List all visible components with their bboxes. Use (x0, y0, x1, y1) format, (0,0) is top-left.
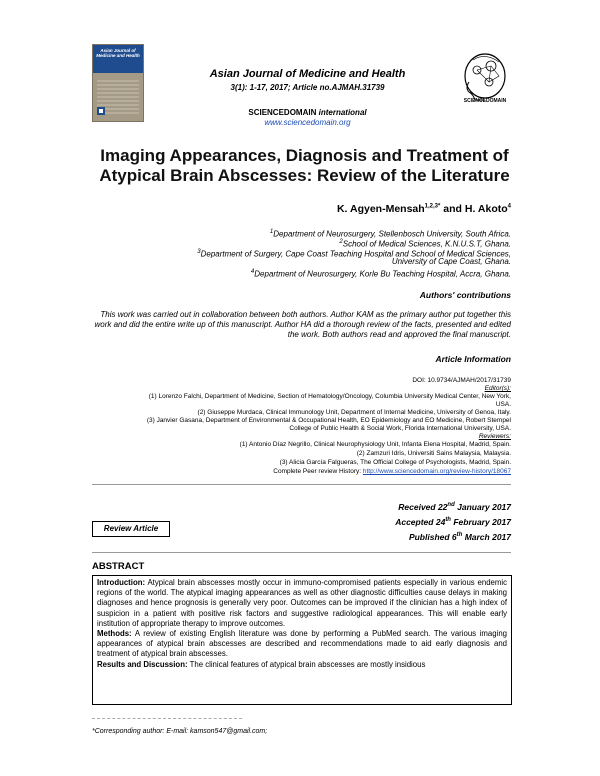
publisher-website-link[interactable]: www.sciencedomain.org (264, 118, 351, 127)
affiliation-4: $^4$Department of Neurosurgery, Korle Bu Teaching Hospital, Accra, Ghana. (250, 269, 511, 279)
editor-3: (3) Janvier Gasana, Department of Environmental & Occupational Health, EO Epidemiology and EO Medicine, Robert Stempel (146, 417, 511, 424)
reviewer-1: (1) Antonio Díaz Negrillo, Clinical Neurophysiology Unit, Infanta Elena Hospital, Madrid, Spain. (239, 441, 511, 448)
cover-journal-name: Asian Journal of Medicine and Health (96, 48, 140, 58)
review-history-link[interactable]: http://www.sciencedomain.org/review-history/18067 (362, 468, 511, 475)
doi: DOI: 10.9734/AJMAH/2017/31739 (412, 377, 511, 384)
contributions-heading: Authors' contributions (419, 290, 511, 300)
accepted-date: Accepted 24th February 2017 (395, 517, 511, 527)
review-history: Complete Peer review History: http://www.sciencedomain.org/review-history/18067 (273, 468, 511, 475)
editor-3-cont: College of Public Health & Social Work, Florida International University, USA. (289, 425, 511, 432)
abstract-intro-label: Introduction: (97, 578, 146, 587)
editor-1: (1) Lorenzo Falchi, Department of Medicine, Section of Hematology/Oncology, Columbia University Medical Center, New York, (148, 393, 511, 400)
author-conjunction: and (443, 203, 462, 215)
abstract-methods-label: Methods: (97, 629, 132, 639)
author-2-affiliations: 4 (507, 203, 511, 210)
sciencedomain-logo-text: SCIENCEDOMAIN (463, 98, 507, 104)
publisher-suffix: international (318, 108, 367, 117)
contributions-text: This work was carried out in collaboration between both authors. Author KAM as the primary author put together this work and did the entire write up of this manuscript. Author HA did a thorough review of the facts, presented and edited the work. Both authors read and approved the final manuscript. (94, 310, 511, 339)
editors-label: Editor(s): (484, 385, 511, 392)
published-date: Published 6th March 2017 (408, 532, 511, 542)
author-1-affiliations: 1,2,3* (424, 203, 441, 210)
corresponding-author-footnote: *Corresponding author: E-mail: kamson547@gmail.com; (92, 728, 268, 735)
affiliation-3: $^3$Department of Surgery, Cape Coast Teaching Hospital and School of Medical Sciences, (197, 249, 511, 259)
affiliation-1: $^1$Department of Neurosurgery, Stellenbosch University, South Africa. (269, 229, 511, 239)
author-line (300, 203, 511, 215)
editor-1-cont: USA. (495, 401, 511, 408)
journal-cover-image (92, 44, 144, 122)
author-1: K. Agyen-Mensah (336, 203, 425, 215)
affiliation-3-cont: University of Cape Coast, Ghana. (391, 257, 511, 266)
divider-top (92, 484, 511, 485)
affiliation-2: $^2$School of Medical Sciences, K.N.U.S.T, Ghana. (339, 239, 511, 249)
abstract-intro-text: Atypical brain abscesses mostly occur in immuno-compromised patients especially in various endemic regions of the world. The atypical imaging appearances as well as other diagnostic difficulties cause delays in making diagnoses and hence prognosis is generally very poor. Outcomes can be improved if the clinician has a high index of suspicion in a patient with positive risk factors and suggestive radiological appearances. This will enable early institution of appropriate therapy to improve outcomes. (97, 578, 507, 628)
journal-issue-info: 3(1): 1-17, 2017; Article no.AJMAH.31739 (230, 83, 385, 92)
editor-2: (2) Giuseppe Murdaca, Clinical Immunology Unit, Department of Internal Medicine, University of Genoa, Italy. (197, 409, 511, 416)
abstract-box (92, 575, 512, 705)
cover-publisher-icon (97, 107, 105, 115)
reviewer-2: (2) Zamzuri Idris, Universiti Sains Malaysia, Malaysia. (356, 450, 511, 457)
paper-title: Imaging Appearances, Diagnosis and Treatment of Atypical Brain Abscesses: Review of the Literature (99, 146, 510, 185)
article-type-badge: Review Article (92, 521, 170, 537)
author-2: H. Akoto (464, 203, 508, 215)
reviewers-label: Reviewers: (478, 433, 511, 440)
journal-title: Asian Journal of Medicine and Health (209, 68, 406, 80)
abstract-methods-text: A review of existing English literature was done by performing a PubMed search. The various imaging appearances of atypical brain abscesses are described and recommendations made to aid early diagnosis and treatment of atypical brain abscesses. (97, 629, 507, 659)
reviewer-3: (3) Alicia García Falgueras, The Official College of Psychologists, Madrid, Spain. (279, 459, 511, 466)
abstract-results-label: Results and Discussion: (97, 659, 188, 669)
publisher-label: SCIENCEDOMAIN (248, 108, 317, 117)
received-date: Received 22nd January 2017 (398, 502, 511, 512)
publisher-name (155, 108, 460, 117)
cover-title-band (93, 45, 143, 73)
abstract-results-text: The clinical features of atypical brain abscesses are mostly insidious (189, 659, 426, 669)
divider-mid (92, 552, 511, 553)
article-info-heading: Article Information (435, 354, 511, 364)
abstract-heading: ABSTRACT (92, 561, 145, 572)
footnote-separator (92, 718, 242, 719)
